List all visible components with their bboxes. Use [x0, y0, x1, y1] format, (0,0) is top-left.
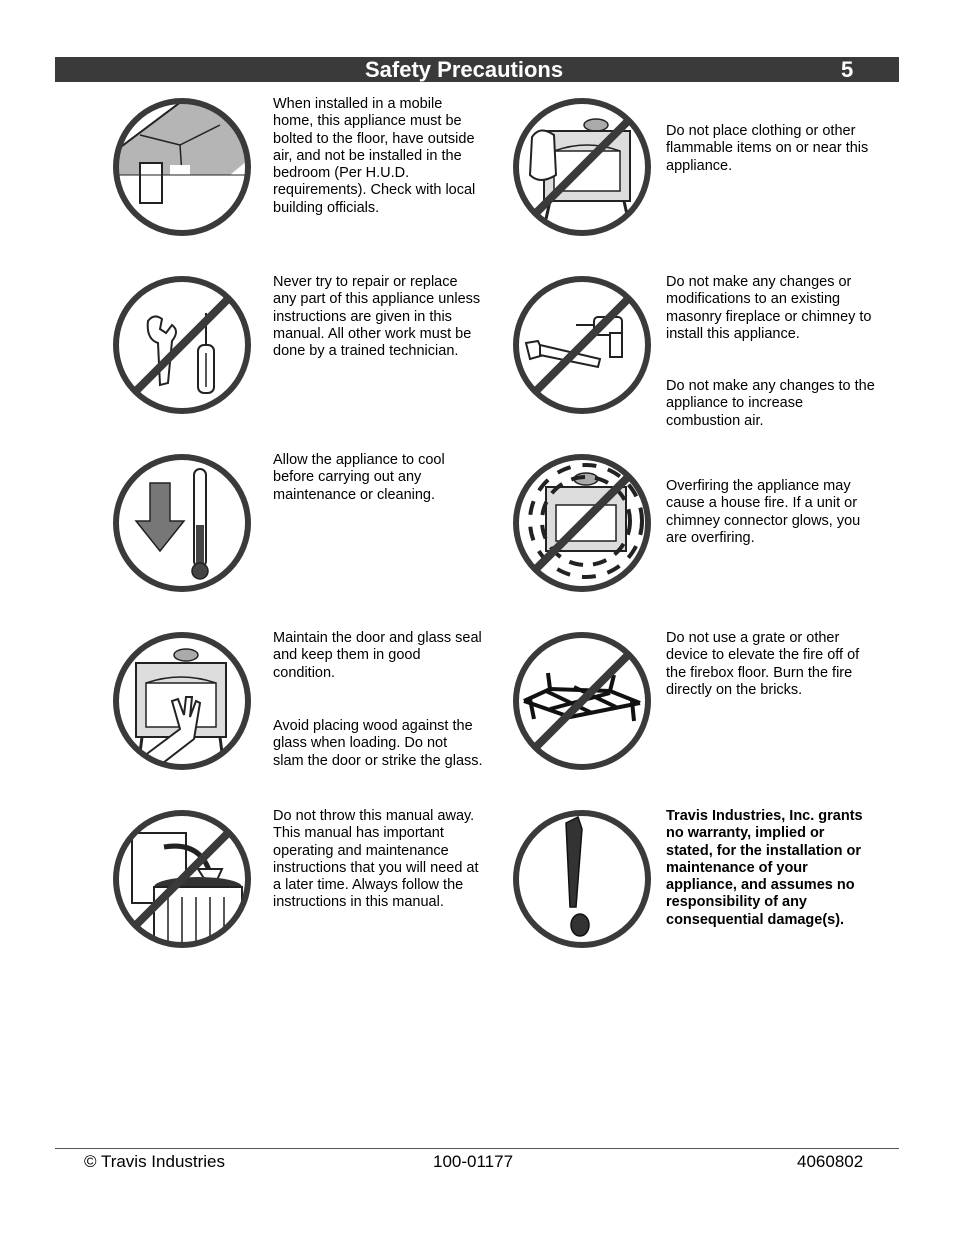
footer-copyright: © Travis Industries [84, 1152, 226, 1171]
exclamation-icon [510, 807, 654, 951]
cool-text: Allow the appliance to cool before carrying out any maintenance or cleaning. [273, 452, 445, 503]
combustion-text: Do not make any changes to the appliance to increase combustion air. [666, 378, 875, 429]
glass-text: Avoid placing wood against the glass when loading. Do not slam the door or strike the glass. [273, 718, 483, 769]
modifications-text: Do not make any changes or modifications to an existing masonry fireplace or chimney to install this appliance. [666, 274, 872, 342]
door-seal-text: Maintain the door and glass seal and keep them in good condition. [273, 630, 482, 681]
footer-doc-number: 100-01177 [433, 1152, 514, 1171]
trash-manual-icon [110, 807, 254, 951]
overfiring-text: Overfiring the appliance may cause a house fire. If a unit or chimney connector glows, you are overfiring. [666, 478, 861, 546]
grate-text: Do not use a grate or other device to elevate the fire off of the firebox floor. Burn the fire directly on the bricks. [666, 630, 860, 698]
manual-text: Do not throw this manual away. This manual has important operating and maintenance instructions that you will need at a later time. Always follow the instructions in this manual. [273, 808, 479, 911]
repair-text: Never try to repair or replace any part of this appliance unless instructions are given in this manual. All other work must be done by a trained technician. [273, 274, 481, 360]
mobile-home-icon [110, 95, 254, 239]
saw-drill-icon [510, 273, 654, 417]
footer-date-code: 4060802 [797, 1152, 864, 1171]
page-number: 5 [841, 57, 854, 82]
stove-glass-icon [110, 629, 254, 773]
overfiring-stove-icon [510, 451, 654, 595]
thermometer-icon [110, 451, 254, 595]
clothing-text: Do not place clothing or other flammable items on or near this appliance. [666, 123, 869, 174]
page-header [55, 57, 899, 82]
page-title: Safety Precautions [365, 57, 564, 82]
mobile-home-text: When installed in a mobile home, this appliance must be bolted to the floor, have outside air, and not be installed in the bedroom (Per H.U.D. requirements). Check with local building officials. [273, 96, 476, 216]
stove-clothing-icon [510, 95, 654, 239]
warranty-text: Travis Industries, Inc. grants no warranty, implied or stated, for the installation or maintenance of your appliance, and assumes no responsibility of any consequential damage(s). [666, 808, 863, 928]
footer-rule [55, 1148, 899, 1149]
tools-icon [110, 273, 254, 417]
grate-icon [510, 629, 654, 773]
